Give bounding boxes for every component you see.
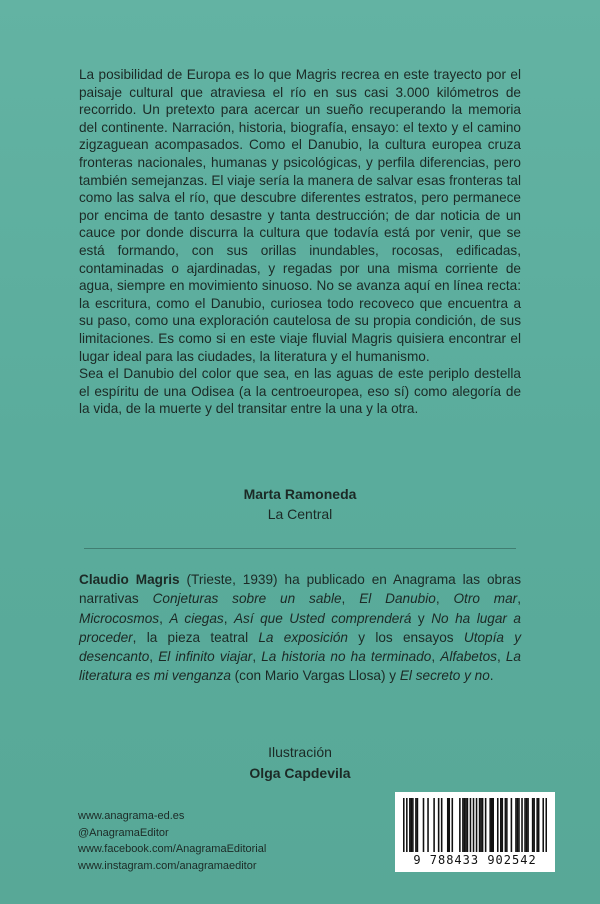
book-title: Alfabetos: [440, 649, 497, 665]
bio-text: (Trieste, 1939) ha publicado en Anagrama las obras narrativas: [79, 572, 521, 607]
barcode-bar: [517, 798, 519, 852]
facebook-link[interactable]: www.facebook.com/AnagramaEditorial: [78, 843, 267, 855]
barcode-bar: [473, 798, 475, 852]
bio-text: .: [489, 668, 494, 684]
barcode-bar: [470, 798, 472, 852]
barcode-bar: [433, 798, 435, 852]
divider: [84, 548, 516, 549]
blurb-paragraph-2: Sea el Danubio del color que sea, en las aguas de este periplo destella el espíritu de una Odisea (a la centroeuropea, eso sí) como alegoría de la vida, de la muerte y del transitar entre la una y la otra.: [79, 366, 521, 417]
book-title: La exposición: [258, 629, 348, 645]
bio-separator: y: [411, 610, 432, 626]
barcode-bar: [545, 798, 547, 852]
bio-text: (con Mario Vargas Llosa) y: [230, 668, 400, 684]
barcode-bar: [441, 798, 443, 852]
barcode-digits: 9 788433 902542: [413, 853, 537, 867]
book-title: No ha lugar a proceder: [79, 610, 521, 645]
bio-separator: ,: [149, 649, 159, 665]
barcode-bar: [476, 798, 478, 852]
barcode-bar: [448, 798, 450, 852]
barcode-bar: [406, 798, 408, 852]
barcode-bar: [524, 798, 526, 852]
blurb-paragraph-1: La posibilidad de Europa es lo que Magris recrea en este trayecto por el paisaje cultural que atraviesa el río en sus casi 3.000 kilómetros de recorrido. Un pretexto para acercar un sueño recuperando la memoria del continente. Narración, historia, biografía, ensayo: el texto y el camino zigzaguean acompasados. Como el Danubio, la cultura europea cruza fronteras nacionales, humanas y psicológicas, y perfila diferencias, pero también semejanzas. El viaje sería la manera de salvar esas fronteras tal como las salva el río, que descubre diferentes estratos, pero permanece por encima de tanto desastre y tanta destrucción; de dar noticia de un cauce por donde discurra la cultura que todavía está por venir, que se está formando, con sus orillas inundables, rocosas, edificadas, contaminadas o ajardinadas, y regadas por una misma corriente de agua, siempre en movimiento sinuoso. No se avanza aquí en línea recta: la escritura, como el Danubio, curiosea todo recoveco que encuentra a su paso, como una exploración cautelosa de su propia condición, de sus limitaciones. Es como si en este viaje fluvial Magris quisiera encontrar el lugar ideal para las ciudades, la literatura y el humanismo.: [79, 67, 521, 364]
barcode-bar: [518, 798, 520, 852]
website-link[interactable]: www.anagrama-ed.es: [78, 810, 185, 822]
book-title: Otro mar: [453, 591, 518, 607]
barcode-bar: [533, 798, 535, 852]
barcode-bar: [532, 798, 534, 852]
bio-separator: ,: [252, 649, 262, 665]
book-title: El Danubio: [359, 591, 436, 607]
bio-text: , la pieza teatral: [132, 629, 259, 645]
illustration-credit: [0, 742, 600, 784]
barcode-bar: [515, 798, 517, 852]
book-title: La historia no ha terminado: [261, 649, 432, 665]
illustration-artist: Olga Capdevila: [249, 765, 351, 781]
barcode-bar: [467, 798, 469, 852]
barcode-bar: [403, 798, 405, 852]
barcode-bar: [521, 798, 523, 852]
barcode-bar: [447, 798, 449, 852]
author-bio: [79, 570, 521, 686]
barcode-bar: [489, 798, 491, 852]
critic-signature: [0, 484, 600, 524]
critic-outlet: La Central: [267, 506, 333, 522]
barcode-bar: [415, 798, 417, 852]
barcode-bar: [491, 798, 493, 852]
bio-separator: ,: [431, 649, 441, 665]
barcode-bar: [464, 798, 466, 852]
blurb: [79, 66, 521, 418]
barcode-bar: [502, 798, 504, 852]
barcode-bar: [462, 798, 464, 852]
illustration-label: Ilustración: [268, 744, 332, 760]
barcode-bar: [480, 798, 482, 852]
barcode-bar: [497, 798, 499, 852]
barcode-bar: [459, 798, 461, 852]
bio-separator: ,: [496, 649, 506, 665]
book-title: La literatura es mi venganza: [79, 649, 521, 684]
barcode-bar: [542, 798, 544, 852]
bio-separator: ,: [517, 591, 521, 607]
barcode-bar: [505, 798, 507, 852]
barcode-bar: [526, 798, 528, 852]
barcode-bar: [438, 798, 440, 852]
barcode-bar: [538, 798, 540, 852]
book-title: Microcosmos: [79, 610, 160, 626]
barcode-bar: [411, 798, 413, 852]
author-name: Claudio Magris: [79, 572, 180, 587]
book-title: Así que Usted comprenderá: [233, 610, 412, 626]
bio-text: y los ensayos: [348, 629, 464, 645]
barcode-bar: [452, 798, 454, 852]
book-title: Conjeturas sobre un sable: [152, 591, 342, 607]
barcode-bar: [527, 798, 529, 852]
barcode-bar: [482, 798, 484, 852]
barcode-bar: [500, 798, 502, 852]
bio-separator: ,: [341, 591, 360, 607]
book-title: El infinito viajar: [158, 649, 253, 665]
book-title: Utopía y desencanto: [79, 629, 522, 665]
barcode-bar: [511, 798, 513, 852]
twitter-handle[interactable]: @AnagramaEditor: [78, 826, 169, 839]
bio-separator: ,: [223, 610, 234, 626]
barcode-bar: [485, 798, 487, 852]
book-title: A ciegas: [169, 610, 224, 626]
barcode-bar: [417, 798, 419, 852]
barcode-bar: [465, 798, 467, 852]
barcode-bar: [409, 798, 411, 852]
barcode-bar: [506, 798, 508, 852]
barcode-bar: [412, 798, 414, 852]
publisher-links: [78, 808, 266, 874]
barcode-bar: [427, 798, 429, 852]
barcode-bar: [492, 798, 494, 852]
barcode-bar: [536, 798, 538, 852]
barcode: [395, 792, 555, 872]
barcode-bars: [403, 798, 547, 854]
critic-name: Marta Ramoneda: [243, 486, 357, 502]
book-title: El secreto y no: [399, 668, 490, 684]
bio-separator: ,: [159, 610, 170, 626]
barcode-bar: [479, 798, 481, 852]
bio-separator: ,: [435, 591, 454, 607]
instagram-link[interactable]: www.instagram.com/anagramaeditor: [78, 859, 257, 872]
barcode-bar: [423, 798, 425, 852]
